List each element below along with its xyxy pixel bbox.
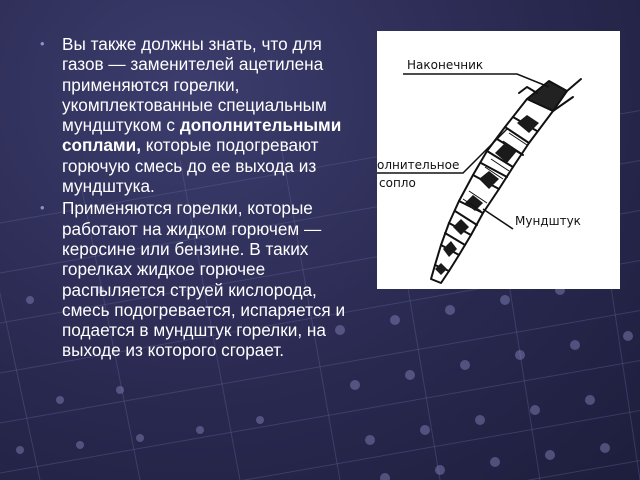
bullet-text-part1: Вы также должны знать, что для газов — заменителей ацетилена применяются горелки, укомплектованные специальным мундштуком с	[62, 34, 327, 136]
burner-diagram	[377, 31, 620, 289]
bullet-item-liquid-fuel	[38, 198, 368, 360]
label-tip: Наконечник	[407, 58, 484, 72]
burner-drawing	[377, 31, 620, 289]
bullet-text-part2: которые подогревают горючую смесь до ее выхода из мундштука.	[62, 135, 319, 197]
bullet-icon: •	[40, 200, 45, 216]
label-mouthpiece: Мундштук	[515, 214, 581, 228]
label-extra-nozzle-line2: сопло	[379, 176, 416, 190]
bullet-list	[38, 34, 368, 361]
label-extra-nozzle-line1: олнительное	[377, 158, 460, 172]
bullet-text-bold: дополнительными соплами,	[62, 115, 342, 156]
bullet-icon: •	[40, 36, 45, 51]
bullet-text: Применяются горелки, которые работают на жидком горючем — керосине или бензине. В таких горелках жидкое горючее распыляется струей кислорода, смесь подогревается, испаряется и подается в мундштук горелки, на выходе из которого сгорает.	[62, 198, 346, 361]
slide-text	[38, 34, 368, 363]
bullet-item-gas-substitutes	[38, 34, 368, 196]
